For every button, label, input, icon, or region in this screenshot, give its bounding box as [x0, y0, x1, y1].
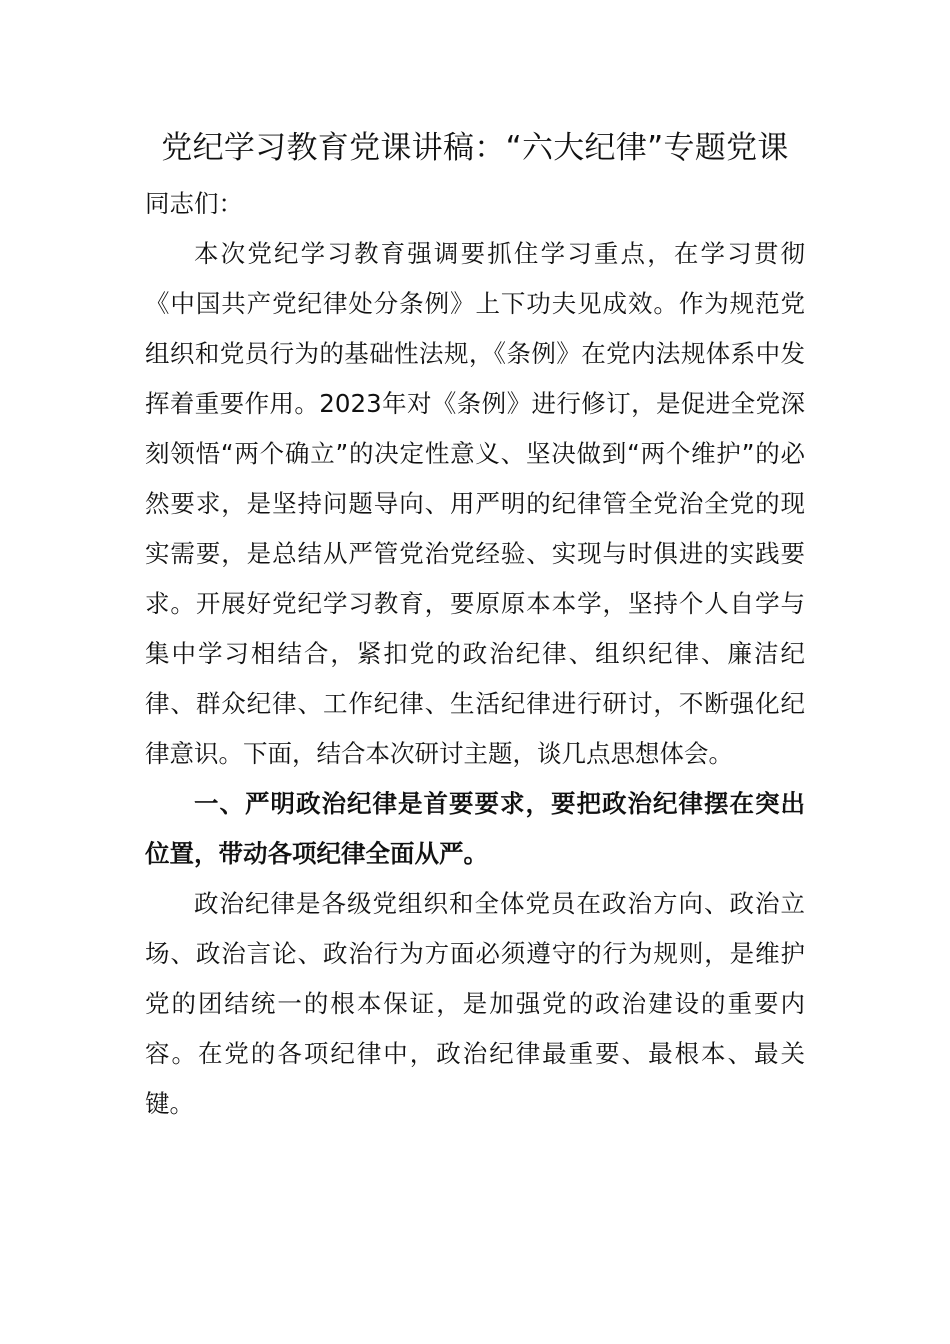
- section-heading-1: 一、严明政治纪律是首要要求，要把政治纪律摆在突出位置，带动各项纪律全面从严。: [145, 789, 805, 868]
- paragraph-political-discipline: 政治纪律是各级党组织和全体党员在政治方向、政治立场、政治言论、政治行为方面必须遵守的行为规则，是维护党的团结统一的根本保证，是加强党的政治建设的重要内容。在党的各项纪律中，政治纪律最重要、最根本、最关键。: [145, 889, 805, 1118]
- paragraph-intro: 本次党纪学习教育强调要抓住学习重点，在学习贯彻《中国共产党纪律处分条例》上下功夫见成效。作为规范党组织和党员行为的基础性法规，《条例》在党内法规体系中发挥着重要作用。2023年对《条例》进行修订，是促进全党深刻领悟“两个确立”的决定性意义、坚决做到“两个维护”的必然要求，是坚持问题导向、用严明的纪律管全党治全党的现实需要，是总结从严管党治党经验、实现与时俱进的实践要求。开展好党纪学习教育，要原原本本学，坚持个人自学与集中学习相结合，紧扣党的政治纪律、组织纪律、廉洁纪律、群众纪律、工作纪律、生活纪律进行研讨，不断强化纪律意识。下面，结合本次研讨主题，谈几点思想体会。: [145, 239, 805, 768]
- document-title: 党纪学习教育党课讲稿：“六大纪律”专题党课: [161, 130, 789, 166]
- greeting: 同志们：: [145, 189, 243, 218]
- document-page: [145, 124, 805, 1129]
